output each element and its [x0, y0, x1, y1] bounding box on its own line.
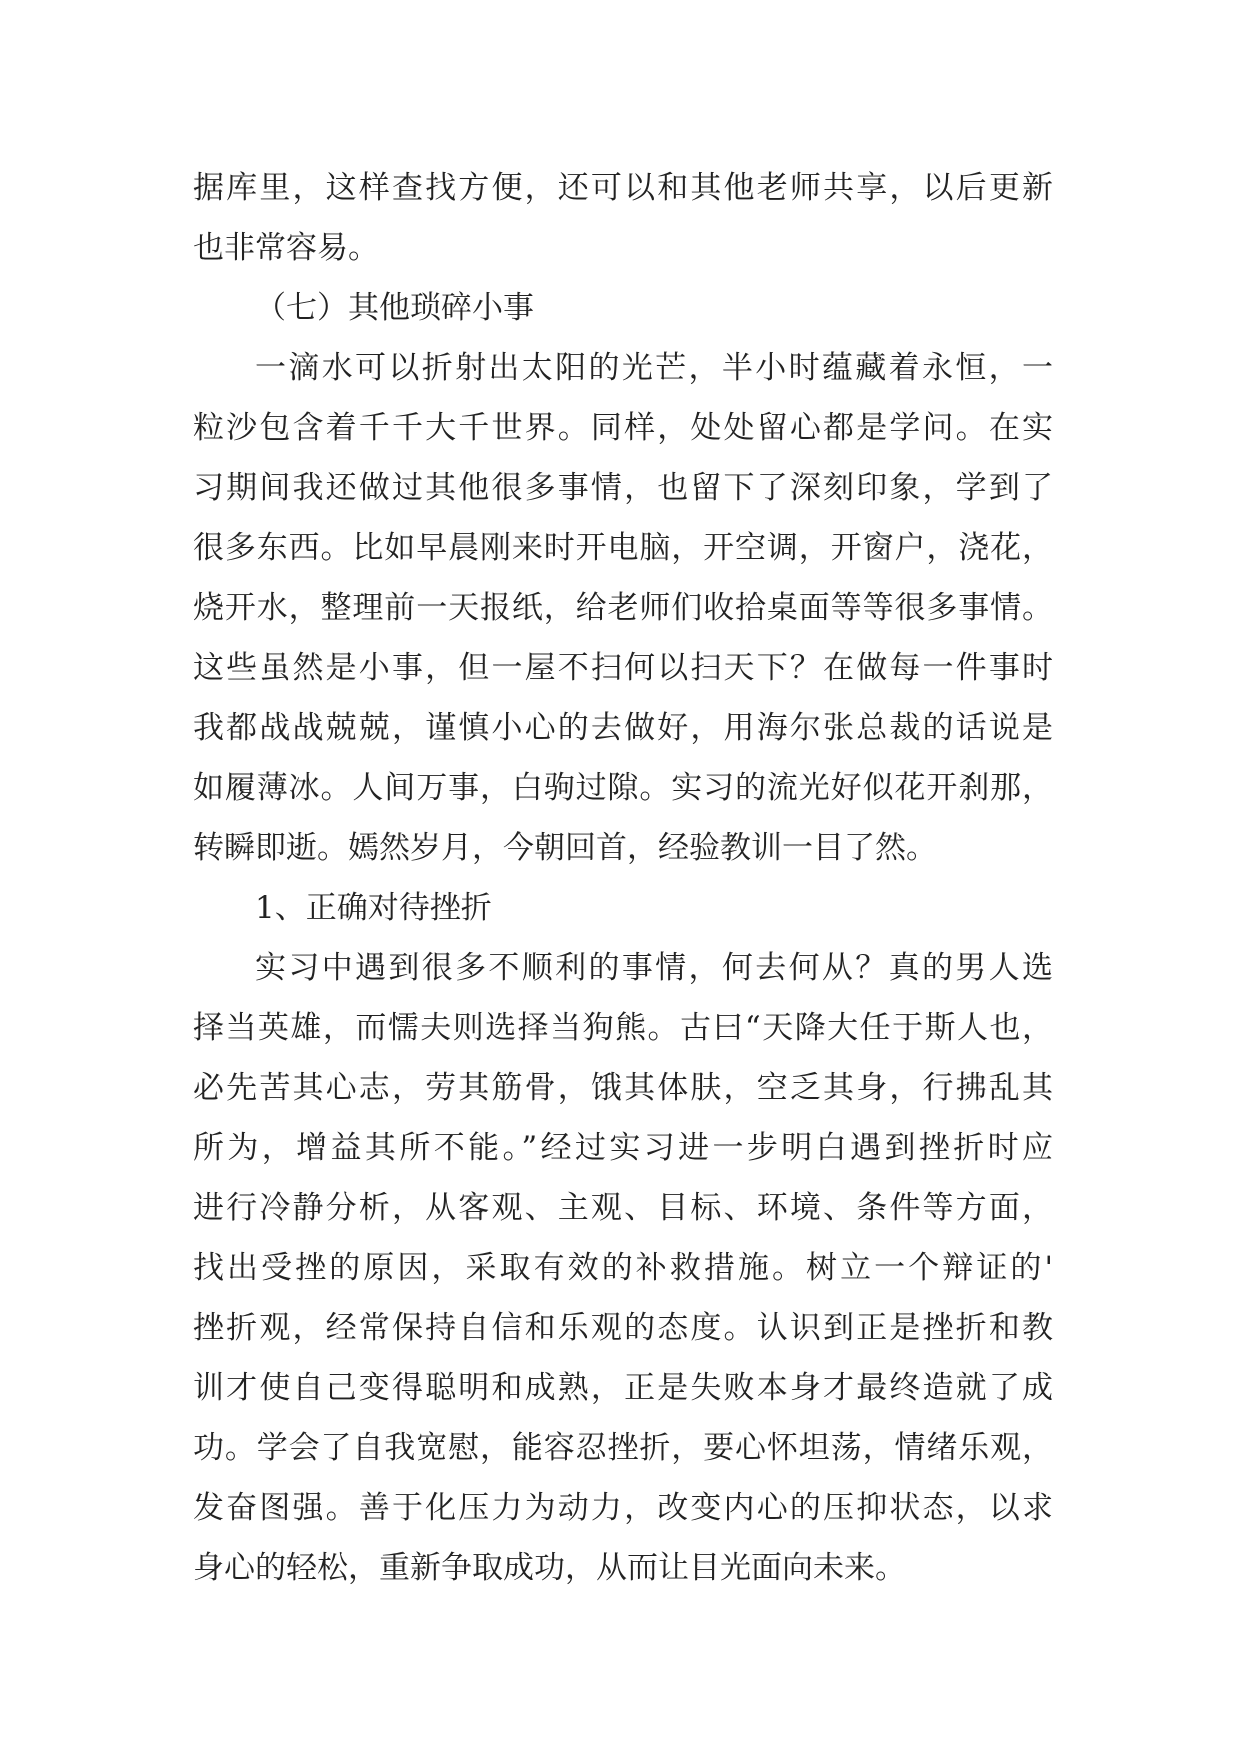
text-line: 训才使自己变得聪明和成熟，正是失败本身才最终造就了成: [193, 1370, 1053, 1406]
text-line: 实习中遇到很多不顺利的事情，何去何从？真的男人选: [255, 950, 1053, 986]
text-line: 如履薄冰。人间万事，白驹过隙。实习的流光好似花开刹那，: [193, 770, 1053, 806]
text-line: 据库里，这样查找方便，还可以和其他老师共享，以后更新: [193, 170, 1053, 206]
text-line: 功。学会了自我宽慰，能容忍挫折，要心怀坦荡，情绪乐观，: [193, 1430, 1053, 1466]
text-line: 身心的轻松，重新争取成功，从而让目光面向未来。: [193, 1550, 906, 1586]
text-line: 很多东西。比如早晨刚来时开电脑，开空调，开窗户，浇花，: [193, 530, 1053, 566]
text-line: 烧开水，整理前一天报纸，给老师们收拾桌面等等很多事情。: [193, 590, 1053, 626]
text-line: 这些虽然是小事，但一屋不扫何以扫天下？在做每一件事时: [193, 650, 1053, 686]
text-line: （七）其他琐碎小事: [255, 290, 534, 326]
text-line: 找出受挫的原因，采取有效的补救措施。树立一个辩证的': [193, 1250, 1053, 1286]
text-line: 挫折观，经常保持自信和乐观的态度。认识到正是挫折和教: [193, 1310, 1053, 1346]
text-line: 一滴水可以折射出太阳的光芒，半小时蕴藏着永恒，一: [255, 350, 1053, 386]
text-line: 转瞬即逝。嫣然岁月，今朝回首，经验教训一目了然。: [193, 830, 937, 866]
text-line: 粒沙包含着千千大千世界。同样，处处留心都是学问。在实: [193, 410, 1053, 446]
body-text: [193, 158, 1053, 1598]
text-line: 必先苦其心志，劳其筋骨，饿其体肤，空乏其身，行拂乱其: [193, 1070, 1053, 1106]
text-line: 我都战战兢兢，谨慎小心的去做好，用海尔张总裁的话说是: [193, 710, 1053, 746]
text-line: 进行冷静分析，从客观、主观、目标、环境、条件等方面，: [193, 1190, 1053, 1226]
text-line: 1、正确对待挫折: [255, 890, 492, 926]
text-line: 所为，增益其所不能。”经过实习进一步明白遇到挫折时应: [193, 1130, 1053, 1166]
text-line: 习期间我还做过其他很多事情，也留下了深刻印象，学到了: [193, 470, 1053, 506]
text-line: 也非常容易。: [193, 230, 379, 266]
text-line: 发奋图强。善于化压力为动力，改变内心的压抑状态，以求: [193, 1490, 1053, 1526]
text-line: 择当英雄，而懦夫则选择当狗熊。古曰“天降大任于斯人也，: [193, 1010, 1053, 1046]
